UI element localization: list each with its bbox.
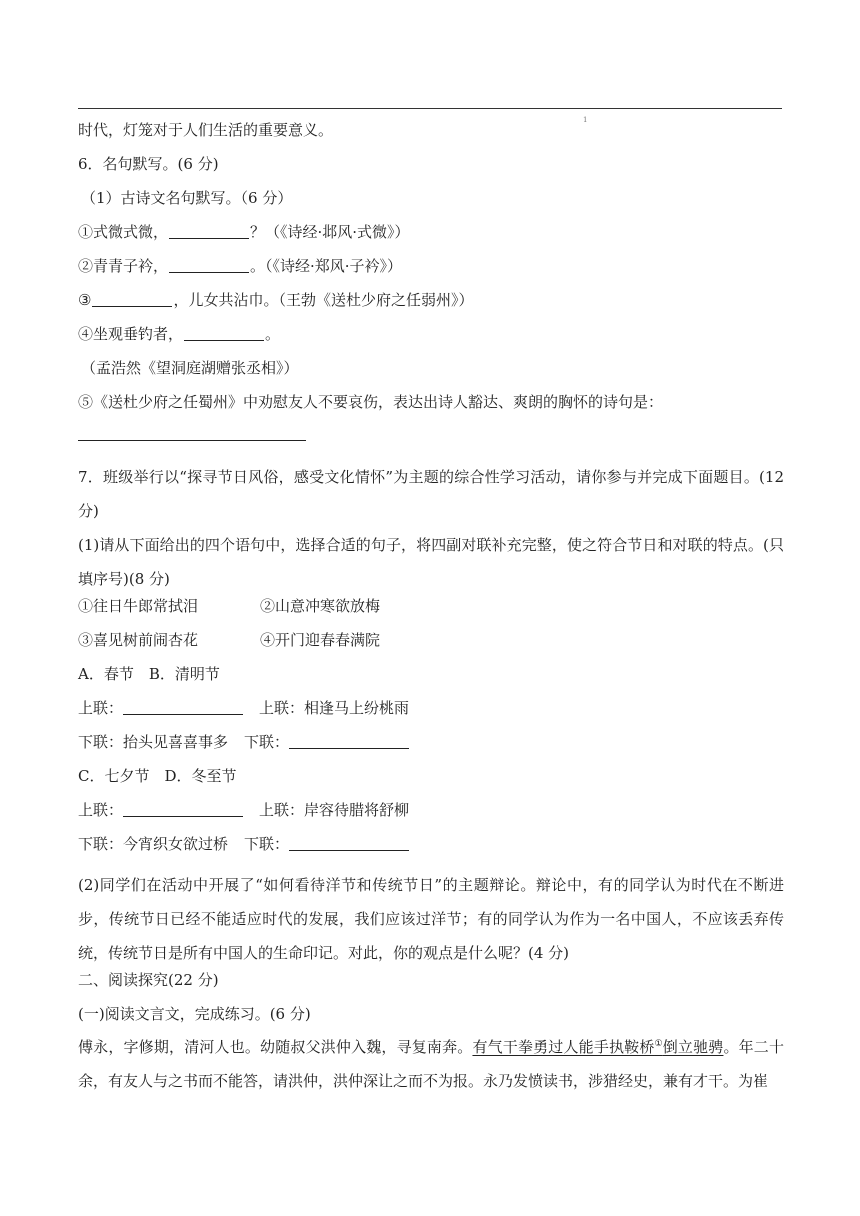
- upper-couplet: 上联：相逢马上纷桃雨: [259, 699, 410, 717]
- poem-punct: 。: [265, 325, 281, 343]
- option-1: ①往日牛郎常拭泪: [78, 597, 199, 615]
- underlined-text: 有气干拳勇过人能手执鞍桥: [472, 1038, 655, 1056]
- poem-source: 。（《诗经·郑风·子衿》）: [250, 257, 403, 275]
- upper-label: 上联：: [78, 801, 124, 819]
- answer-blank[interactable]: [289, 733, 409, 749]
- poem-source: ？（《诗经·邶风·式微》）: [250, 223, 410, 241]
- question-6-title: 6．名句默写。(6 分): [78, 155, 219, 173]
- question-7-title: 7．班级举行以“探寻节日风俗，感受文化情怀”为主题的综合性学习活动，请你参与并完成下面题目。(12分): [78, 468, 784, 520]
- festivals-cd: C．七夕节 D．冬至节: [78, 767, 237, 785]
- header-rule: [78, 108, 782, 109]
- poem-source-line: （孟浩然《望洞庭湖赠张丞相》）: [81, 359, 299, 377]
- poem-line-1: [78, 222, 410, 242]
- couplet-cd-lower: [78, 834, 409, 854]
- lower-couplet: 下联：今宵织女欲过桥: [78, 835, 229, 853]
- option-2: ②山意冲寒欲放梅: [260, 597, 381, 615]
- upper-label: 上联：: [78, 699, 124, 717]
- poem-text: ④坐观垂钓者，: [78, 325, 184, 343]
- couplet-cd-upper: [78, 800, 409, 820]
- section-2-1-title: (一)阅读文言文，完成练习。(6 分): [78, 1005, 311, 1023]
- classical-text: [78, 1030, 784, 1098]
- lower-couplet: 下联：抬头见喜喜事多: [78, 733, 229, 751]
- answer-blank[interactable]: [169, 223, 249, 239]
- text-line: 时代，灯笼对于人们生活的重要意义。: [78, 121, 334, 139]
- question-6-1: （1）古诗文名句默写。（6 分）: [81, 189, 293, 207]
- poem-source: ，儿女共沾巾。（王勃《送杜少府之任弱州》）: [173, 291, 474, 309]
- page-mark: 1: [583, 116, 588, 124]
- option-3: ③喜见树前闹杏花: [78, 631, 199, 649]
- poem-text: ②青青子衿，: [78, 257, 169, 275]
- underlined-sentence: [472, 1038, 723, 1056]
- couplet-ab-lower: [78, 732, 409, 752]
- answer-line[interactable]: [78, 428, 306, 441]
- poem-line-3: [78, 290, 473, 310]
- question-7-1: (1)请从下面给出的四个语句中，选择合适的句子，将四副对联补充完整，使之符合节日和对联的特点。(只填序号)(8 分): [78, 536, 784, 588]
- poem-line-5: ⑤《送杜少府之任蜀州》中劝慰友人不要哀伤，表达出诗人豁达、爽朗的胸怀的诗句是：: [78, 393, 664, 411]
- upper-couplet: 上联：岸容待腊将舒柳: [259, 801, 410, 819]
- section-2-title: 二、阅读探究(22 分): [78, 971, 219, 989]
- text-segment: 。年二十余，有友人与之书而不能答，请洪仲，洪仲深让之而不为报。永乃发愤读书，涉猎经史，兼有才干。为崔: [78, 1038, 784, 1090]
- poem-text: ③: [78, 291, 92, 309]
- answer-blank[interactable]: [184, 325, 264, 341]
- poem-text: ①式微式微，: [78, 223, 169, 241]
- options-row-2: [78, 630, 380, 650]
- underlined-text: 倒立驰骋: [662, 1038, 724, 1056]
- answer-blank[interactable]: [92, 291, 172, 307]
- options-row-1: [78, 596, 380, 616]
- festivals-ab: A．春节 B．清明节: [78, 665, 220, 683]
- option-4: ④开门迎春春满院: [260, 631, 381, 649]
- answer-blank[interactable]: [169, 257, 249, 273]
- text-segment: 傅永，字修期，清河人也。幼随叔父洪仲入魏，寻复南奔。: [78, 1038, 473, 1056]
- poem-line-2: [78, 256, 402, 276]
- footnote-marker: ①: [654, 1039, 663, 1049]
- lower-label: 下联：: [244, 835, 290, 853]
- answer-blank[interactable]: [123, 801, 243, 817]
- couplet-ab-upper: [78, 698, 409, 718]
- poem-line-4: [78, 324, 280, 344]
- question-7-2: (2)同学们在活动中开展了“如何看待洋节和传统节日”的主题辩论。辩论中，有的同学认为时代在不断进步，传统节日已经不能适应时代的发展，我们应该过洋节；有的同学认为作为一名中国人，不应该丢弃传统，传统节日是所有中国人的生命印记。对此，你的观点是什么呢？(4 分): [78, 876, 784, 962]
- answer-blank[interactable]: [123, 699, 243, 715]
- answer-blank[interactable]: [289, 835, 409, 851]
- lower-label: 下联：: [244, 733, 290, 751]
